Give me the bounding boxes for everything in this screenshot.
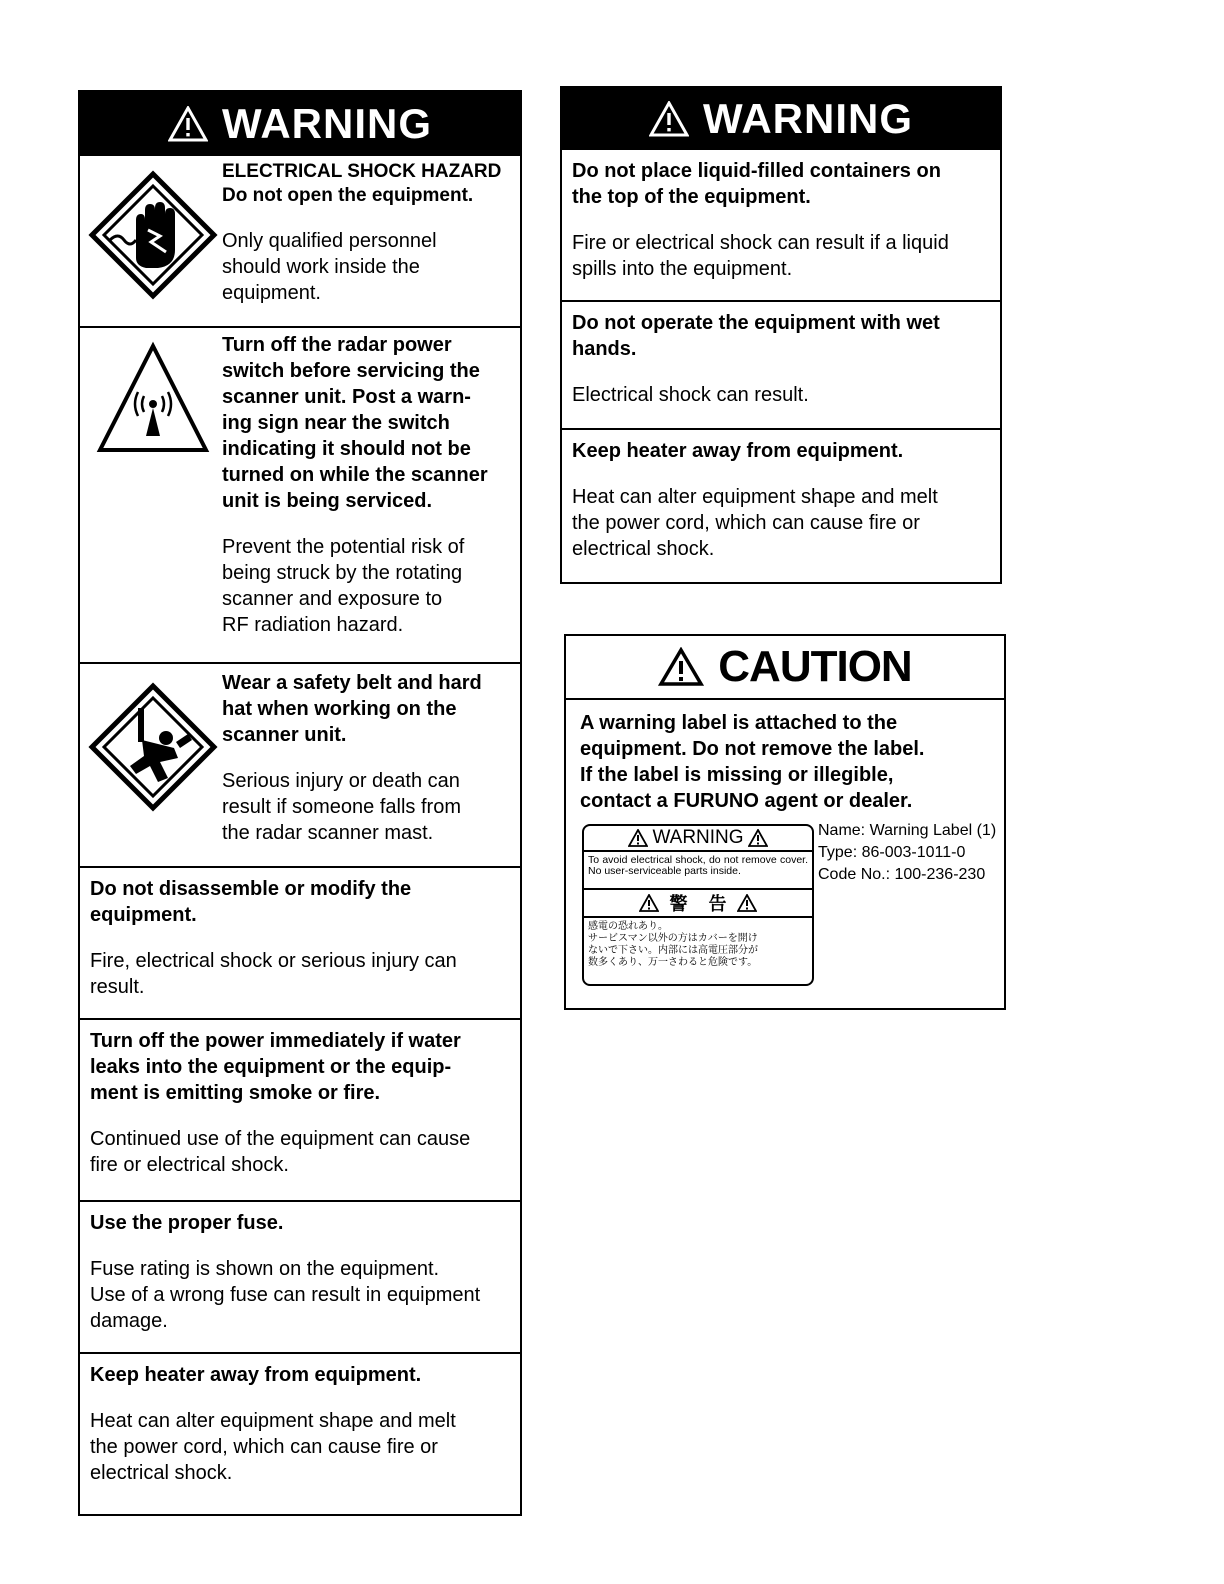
caution-title: CAUTION [718,642,912,691]
warning-section [80,1352,520,1514]
falling-person-icon [88,682,218,812]
warning-triangle-icon [639,894,659,912]
section-heading: Keep heater away from equipment. [90,1364,422,1386]
label-title: WARNING [584,826,812,852]
warning-label-illustration [582,824,814,986]
section-body: Heat can alter equipment shape and melt the power cord, which can cause fire or electrical shock. [572,486,938,560]
warning-section [80,1018,520,1200]
warning-section [562,300,1000,428]
section-heading: ELECTRICAL SHOCK HAZARD Do not open the equipment. [222,161,502,206]
caution-panel [564,634,1006,1010]
warning-section [562,428,1000,582]
label-japanese-title: 警 告 [584,890,812,918]
warning-section [80,326,520,662]
section-body: Fuse rating is shown on the equipment. Use of a wrong fuse can result in equipment damage. [90,1258,481,1332]
left-warning-title: WARNING [222,100,432,147]
warning-section [80,866,520,1018]
section-heading: Turn off the radar power switch before servicing the scanner unit. Post a warn- ing sign near the switch indicating it should not be turned on while the scanner unit is being serviced. [222,334,488,512]
warning-section [80,1200,520,1352]
section-heading: Do not place liquid-filled containers on the top of the equipment. [572,160,941,208]
left-warning-panel [78,90,522,1516]
left-warning-header [80,92,520,156]
caution-header [566,636,1004,700]
section-body: Electrical shock can result. [572,384,809,406]
warning-triangle-icon [168,106,208,142]
section-heading: Wear a safety belt and hard hat when working on the scanner unit. [222,672,482,746]
section-heading: Use the proper fuse. [90,1212,284,1234]
section-body: Serious injury or death can result if someone falls from the radar scanner mast. [222,770,461,844]
electric-shock-hand-icon [88,170,218,300]
caution-text: A warning label is attached to the equipment. Do not remove the label. If the label is missing or illegible, contact a FURUNO agent or dealer. [580,712,925,812]
warning-section [80,662,520,866]
section-body: Prevent the potential risk of being struck by the rotating scanner and exposure to RF radiation hazard. [222,536,465,636]
section-heading: Keep heater away from equipment. [572,440,904,462]
section-body: Fire, electrical shock or serious injury can result. [90,950,457,998]
section-body: Continued use of the equipment can cause fire or electrical shock. [90,1128,471,1176]
label-english-text: To avoid electrical shock, do not remove cover. No user-serviceable parts inside. [584,852,812,890]
right-warning-header [562,88,1000,150]
section-body: Heat can alter equipment shape and melt the power cord, which can cause fire or electrical shock. [90,1410,456,1484]
warning-section [80,156,520,326]
label-info: Name: Warning Label (1) Type: 86-003-1011-0 Code No.: 100-236-230 [818,822,997,883]
warning-triangle-icon [737,894,757,912]
section-heading: Turn off the power immediately if water leaks into the equipment or the equip- ment is emitting smoke or fire. [90,1030,461,1104]
label-japanese-text: 感電の恐れあり。 サービスマン以外の方はカバーを開け ないで下さい。内部には高電圧部分が 数多くあり、万一さわると危険です。 [588,921,758,968]
caution-triangle-icon [658,647,704,687]
right-warning-panel [560,86,1002,584]
warning-triangle-icon [649,101,689,137]
right-warning-title: WARNING [703,95,913,142]
section-heading: Do not disassemble or modify the equipment. [90,878,412,926]
warning-triangle-icon [748,829,768,847]
section-body: Fire or electrical shock can result if a liquid spills into the equipment. [572,232,949,280]
section-body: Only qualified personnel should work inside the equipment. [222,230,437,304]
warning-section [562,150,1000,300]
section-heading: Do not operate the equipment with wet hands. [572,312,940,360]
warning-triangle-icon [628,829,648,847]
rf-radiation-triangle-icon [88,338,218,468]
